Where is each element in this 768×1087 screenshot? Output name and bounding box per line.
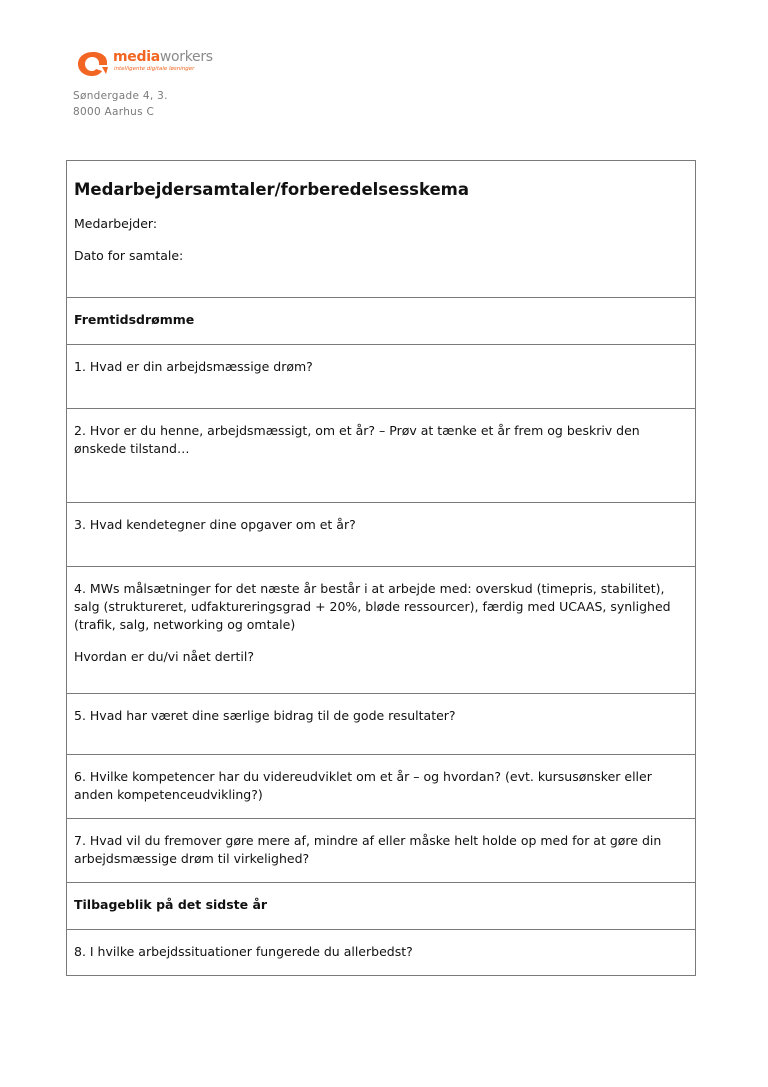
question-2: 2. Hvor er du henne, arbejdsmæssigt, om et år? – Prøv at tænke et år frem og beskriv den ønskede tilstand… [74, 423, 640, 456]
question-8-cell [67, 929, 695, 975]
date-label: Dato for samtale: [74, 248, 184, 263]
logo-tagline: intelligente digitale løsninger [114, 66, 195, 72]
mediaworkers-logo-icon [76, 50, 110, 78]
question-4: 4. MWs målsætninger for det næste år består i at arbejde med: overskud (timepris, stabilitet), salg (struktureret, udfaktureringsgrad + 20%, bløde ressourcer), færdig med UCAAS, synlighed (trafik, salg, networking og omtale) [74, 581, 671, 632]
question-3: 3. Hvad kendetegner dine opgaver om et år? [74, 517, 356, 532]
question-5: 5. Hvad har været dine særlige bidrag til de gode resultater? [74, 708, 456, 723]
company-address [73, 88, 168, 120]
question-7: 7. Hvad vil du fremover gøre mere af, mindre af eller måske helt holde op med for at gøre din arbejdsmæssige drøm til virkelighed? [74, 833, 662, 866]
question-1-cell [67, 344, 695, 408]
question-4-followup: Hvordan er du/vi nået dertil? [74, 649, 254, 664]
question-8: 8. I hvilke arbejdssituationer fungerede du allerbedst? [74, 944, 413, 959]
question-3-cell [67, 502, 695, 566]
question-1: 1. Hvad er din arbejdsmæssige drøm? [74, 359, 313, 374]
logo-wordmark: mediaworkers [113, 49, 213, 65]
question-2-cell [67, 408, 695, 502]
form-header-cell [67, 161, 695, 297]
question-4-cell [67, 566, 695, 693]
address-city: 8000 Aarhus C [73, 106, 155, 118]
section-lookback-title: Tilbageblik på det sidste år [74, 897, 268, 912]
question-5-cell [67, 693, 695, 754]
section-future-title: Fremtidsdrømme [74, 312, 195, 327]
question-6-cell [67, 754, 695, 818]
section-lookback-cell [67, 882, 695, 929]
address-street: Søndergade 4, 3. [73, 90, 168, 102]
company-logo [76, 46, 216, 80]
preparation-form [66, 160, 696, 976]
question-7-cell [67, 818, 695, 882]
section-future-cell [67, 297, 695, 344]
employee-label: Medarbejder: [74, 216, 158, 231]
question-6: 6. Hvilke kompetencer har du videreudviklet om et år – og hvordan? (evt. kursusønsker eller anden kompetenceudvikling?) [74, 769, 652, 802]
form-title: Medarbejdersamtaler/forberedelsesskema [74, 180, 470, 199]
